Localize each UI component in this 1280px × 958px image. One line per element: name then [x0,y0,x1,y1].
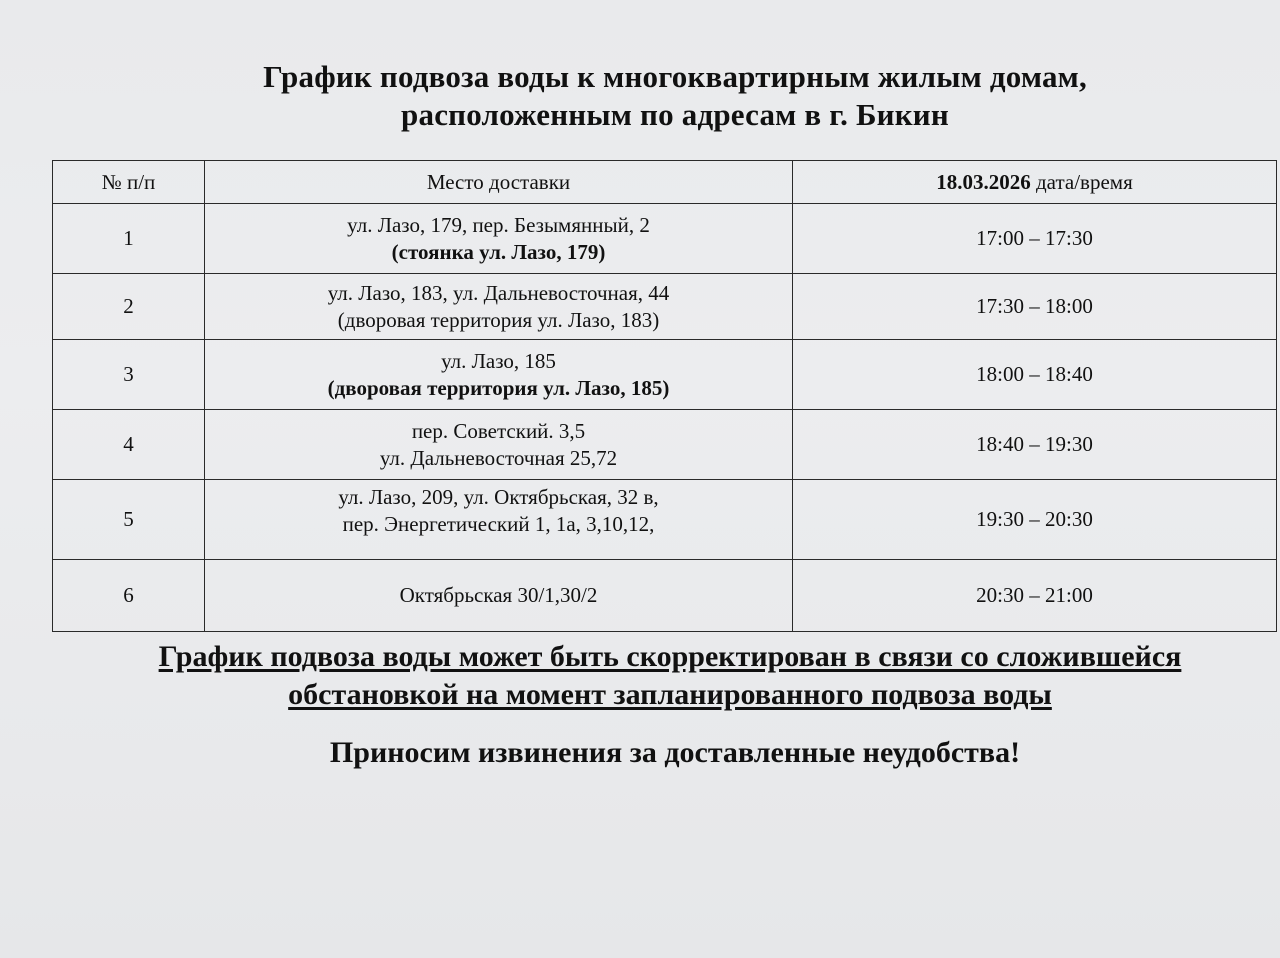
row-time: 18:00 – 18:40 [793,340,1277,410]
row-place [205,560,793,632]
header-num: № п/п [53,161,205,204]
table-row [53,204,1277,274]
row-time: 19:30 – 20:30 [793,480,1277,560]
place-line-2: ул. Дальневосточная 25,72 [379,445,618,470]
row-place [205,410,793,480]
row-time: 18:40 – 19:30 [793,410,1277,480]
row-place [205,274,793,340]
delivery-schedule-table [52,160,1277,632]
row-time: 20:30 – 21:00 [793,560,1277,632]
place-line-1: ул. Лазо, 185 [441,348,556,373]
table-row [53,410,1277,480]
title-line-1: График подвоза воды к многоквартирным жилым домам, [263,59,1087,94]
place-line-1: пер. Советский. 3,5 [411,418,586,443]
row-num: 6 [53,560,205,632]
row-num: 4 [53,410,205,480]
row-num: 5 [53,480,205,560]
place-line-1: ул. Лазо, 209, ул. Октябрьская, 32 в, [338,485,659,509]
table-row [53,480,1277,560]
header-date-suffix: дата/время [1030,169,1133,194]
header-place: Место доставки [205,161,793,204]
row-place [205,204,793,274]
row-num: 3 [53,340,205,410]
notice-line-1: График подвоза воды может быть скорректирован в связи со сложившейся [158,640,1182,673]
place-line-2: (стоянка ул. Лазо, 179) [391,239,606,264]
row-time: 17:30 – 18:00 [793,274,1277,340]
row-num: 1 [53,204,205,274]
notice-line-2: обстановкой на момент запланированного подвоза воды [288,678,1052,711]
apology-text: Приносим извинения за доставленные неудобства! [329,736,1021,769]
title-line-2: расположенным по адресам в г. Бикин [401,97,949,132]
place-line-2: пер. Энергетический 1, 1а, 3,10,12, [342,512,655,536]
schedule-notice [80,638,1260,714]
place-line-1: ул. Лазо, 179, пер. Безымянный, 2 [347,212,650,237]
row-place [205,480,793,560]
table-row [53,274,1277,340]
row-place [205,340,793,410]
row-time: 17:00 – 17:30 [793,204,1277,274]
header-date-value: 18.03.2026 [936,169,1031,194]
document-title [180,58,1170,134]
place-line-1: ул. Лазо, 183, ул. Дальневосточная, 44 [327,280,670,305]
table-header-row [53,161,1277,204]
row-num: 2 [53,274,205,340]
table-row [53,560,1277,632]
place-line-1: Октябрьская 30/1,30/2 [399,583,598,607]
place-line-2: (дворовая территория ул. Лазо, 185) [327,375,670,400]
place-line-2: (дворовая территория ул. Лазо, 183) [337,307,660,332]
table-row [53,340,1277,410]
header-date [793,161,1277,204]
